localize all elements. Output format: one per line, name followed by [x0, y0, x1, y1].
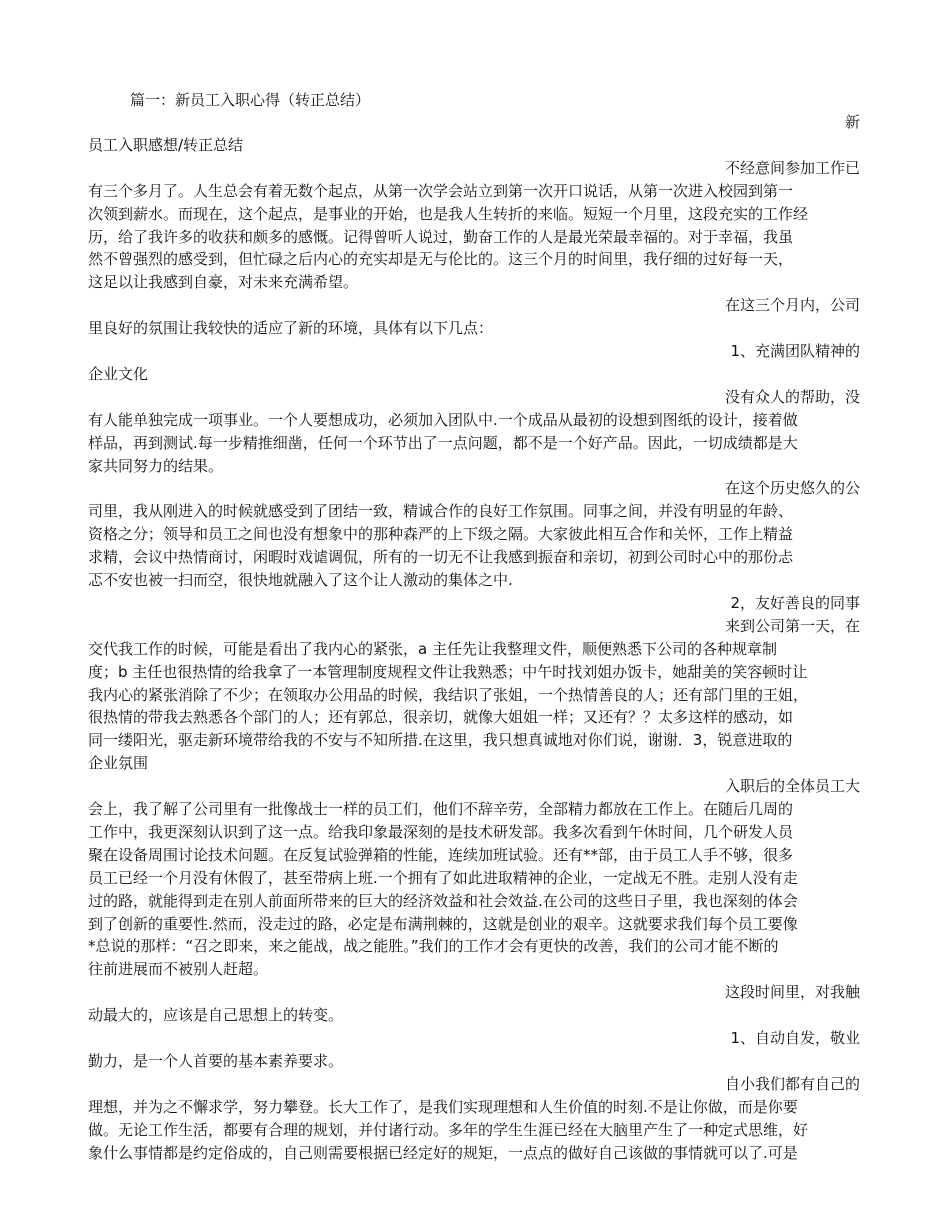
text-line: 过的路，就能得到走在别人前面所带来的巨大的经济效益和社会效益.在公司的这些日子里，我也深刻的体会	[88, 892, 798, 910]
text-line: 企业氛围	[88, 754, 149, 772]
text-line: *总说的那样：“召之即来，来之能战，战之能胜。”我们的工作才会有更快的改善，我们的公司才能不断的	[88, 937, 779, 955]
text-line: 在这个历史悠久的公	[724, 479, 860, 497]
text-line: 度；b 主任也很热情的给我拿了一本管理制度规程文件让我熟悉；中午时找刘姐办饭卡，她甜美的笑容顿时让	[88, 663, 808, 681]
text-line: 新	[844, 113, 860, 131]
text-line: 象什么事情都是约定俗成的，自己则需要根据已经定好的规矩，一点点的做好自己该做的事情就可以了.可是	[88, 1144, 798, 1162]
text-line: 司里，我从刚进入的时候就感受到了团结一致，精诚合作的良好工作氛围。同事之间，并没有明显的年龄、	[88, 502, 794, 520]
text-line: 很热情的带我去熟悉各个部门的人；还有郭总，很亲切，就像大姐姐一样；又还有？？太多这样的感动，如	[88, 708, 794, 726]
text-line: 样品，再到测试.每一步精推细凿，任何一个环节出了一点问题，都不是一个好产品。因此，一切成绩都是大	[88, 434, 798, 452]
text-line: 员工已经一个月没有休假了，甚至带病上班.一个拥有了如此进取精神的企业，一定战无不胜。走别人没有走	[88, 869, 798, 887]
text-line: 1、充满团队精神的	[730, 342, 860, 360]
text-line: 里良好的氛围让我较快的适应了新的环境，具体有以下几点：	[88, 319, 494, 337]
text-line: 企业文化	[88, 365, 149, 383]
text-line: 勤力，是一个人首要的基本素养要求。	[88, 1052, 344, 1070]
text-line: 求精，会议中热情商讨，闲暇时戏谑调侃，所有的一切无不让我感到振奋和亲切，初到公司时心中的那份忐	[88, 548, 794, 566]
text-line: 有三个多月了。人生总会有着无数个起点，从第一次学会站立到第一次开口说话，从第一次进入校园到第一	[88, 182, 794, 200]
text-line: 有人能单独完成一项事业。一个人要想成功，必须加入团队中.一个成品从最初的设想到图纸的设计，接着做	[88, 411, 798, 429]
text-line: 在这三个月内，公司	[724, 296, 860, 314]
text-line: 1、自动自发，敬业	[730, 1029, 860, 1047]
text-line: 不经意间参加工作已	[724, 159, 860, 177]
text-line: 然不曾强烈的感受到，但忙碌之后内心的充实却是无与伦比的。这三个月的时间里，我仔细的过好每一天，	[88, 250, 794, 268]
text-line: 没有众人的帮助，没	[724, 388, 860, 406]
document-title: 篇一：新员工入职心得（转正总结）	[130, 91, 371, 109]
text-line: 工作中，我更深刻认识到了这一点。给我印象最深刻的是技术研发部。我多次看到午休时间，几个研发人员	[88, 823, 794, 841]
text-line: 来到公司第一天，在	[724, 617, 860, 635]
text-line: 家共同努力的结果。	[88, 457, 224, 475]
text-line: 资格之分；领导和员工之间也没有想象中的那种森严的上下级之隔。大家彼此相互合作和关怀，工作上精益	[88, 525, 794, 543]
text-line: 会上，我了解了公司里有一批像战士一样的员工们，他们不辞辛劳，全部精力都放在工作上。在随后几周的	[88, 800, 794, 818]
text-line: 自小我们都有自己的	[724, 1075, 860, 1093]
text-line: 往前进展而不被别人赶超。	[88, 960, 269, 978]
text-line: 同一缕阳光，驱走新环境带给我的不安与不知所措.在这里，我只想真诚地对你们说，谢谢．3，锐意进取的	[88, 731, 793, 749]
text-line: 入职后的全体员工大	[724, 777, 860, 795]
text-line: 这足以让我感到自豪，对未来充满希望。	[88, 273, 359, 291]
text-line: 这段时间里，对我触	[724, 983, 860, 1001]
text-line: 2，友好善良的同事	[730, 594, 860, 612]
text-line: 做。无论工作生活，都要有合理的规划，并付诸行动。多年的学生生涯已经在大脑里产生了一种定式思维，好	[88, 1121, 809, 1139]
text-line: 理想，并为之不懈求学，努力攀登。长大工作了，是我们实现理想和人生价值的时刻.不是让你做，而是你要	[88, 1098, 798, 1116]
text-line: 到了创新的重要性.然而，没走过的路，必定是布满荆棘的，这就是创业的艰辛。这就要求我们每个员工要像	[88, 915, 798, 933]
text-line: 动最大的，应该是自己思想上的转变。	[88, 1006, 344, 1024]
text-line: 历，给了我许多的收获和颇多的感慨。记得曾听人说过，勤奋工作的人是最光荣最幸福的。对于幸福，我虽	[88, 228, 794, 246]
text-line: 员工入职感想/转正总结	[88, 136, 244, 154]
text-line: 忑不安也被一扫而空，很快地就融入了这个让人激动的集体之中.	[88, 571, 513, 589]
text-line: 次领到薪水。而现在，这个起点，是事业的开始，也是我人生转折的来临。短短一个月里，这段充实的工作经	[88, 205, 809, 223]
text-line: 交代我工作的时候，可能是看出了我内心的紧张，a 主任先让我整理文件，顺便熟悉下公司的各种规章制	[88, 640, 777, 658]
text-line: 我内心的紧张消除了不少；在领取办公用品的时候，我结识了张姐，一个热情善良的人；还有部门里的王姐，	[88, 686, 809, 704]
text-line: 聚在设备周围讨论技术问题。在反复试验弹箱的性能，连续加班试验。还有**部，由于员工人手不够，很多	[88, 846, 794, 864]
